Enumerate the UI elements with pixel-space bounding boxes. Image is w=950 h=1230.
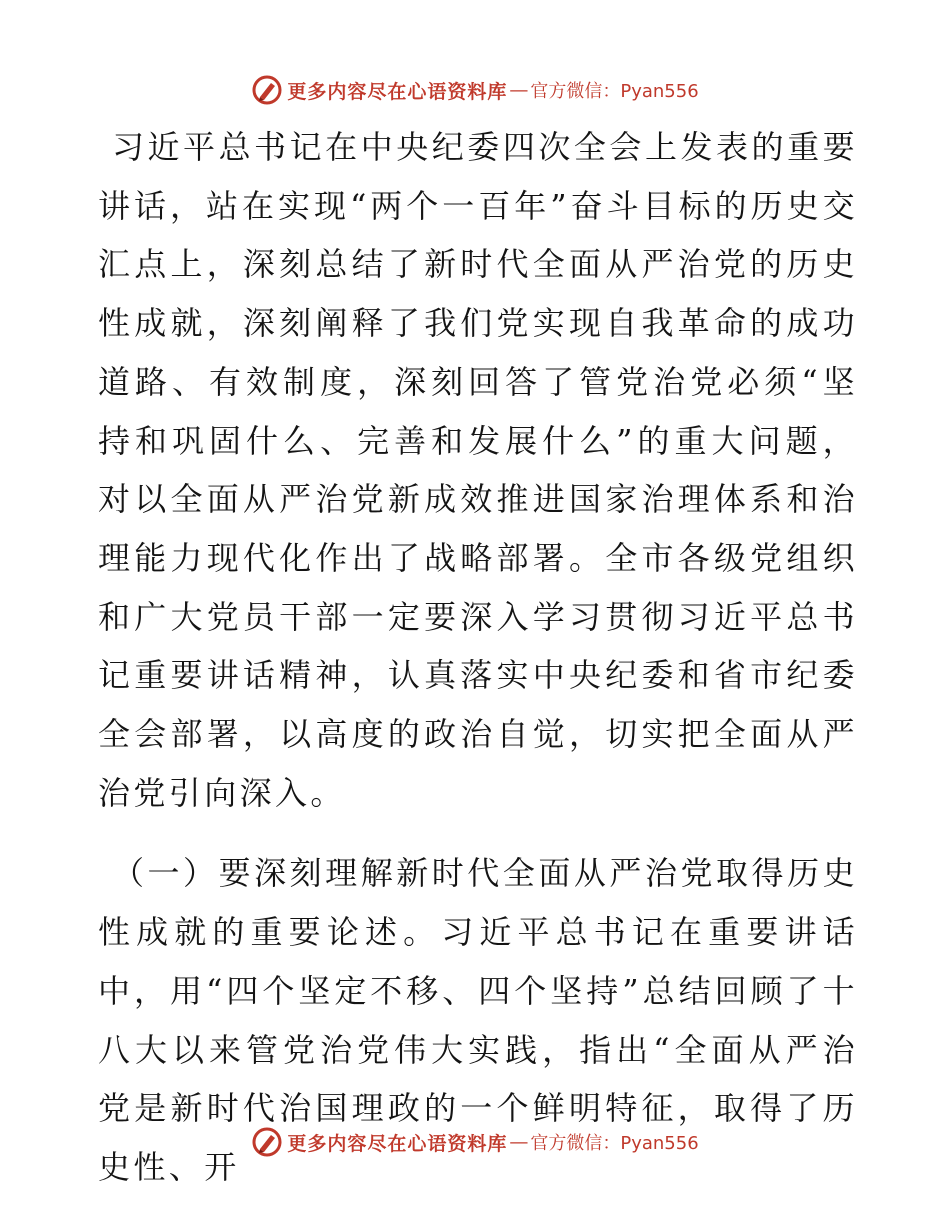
footer-watermark xyxy=(0,1122,950,1162)
paragraph-intro: 习近平总书记在中央纪委四次全会上发表的重要讲话，站在实现“两个一百年”奋斗目标的历史交汇点上，深刻总结了新时代全面从严治党的历史性成就，深刻阐释了我们党实现自我革命的成功道路、有效制度，深刻回答了管党治党必须“坚持和巩固什么、完善和发展什么”的重大问题，对以全面从严治党新成效推进国家治理体系和治理能力现代化作出了战略部署。全市各级党组织和广大党员干部一定要深入学习贯彻习近平总书记重要讲话精神，认真落实中央纪委和省市纪委全会部署，以高度的政治自觉，切实把全面从严治党引向深入。 xyxy=(98,128,858,812)
watermark-separator: — xyxy=(509,79,529,101)
document-body xyxy=(98,118,858,1197)
pen-circle-logo-icon xyxy=(251,1126,283,1158)
watermark-wechat: 官方微信：Pyan556 xyxy=(530,81,699,102)
header-watermark xyxy=(0,70,950,110)
paragraph-section-one: （一）要深刻理解新时代全面从严治党取得历史性成就的重要论述。习近平总书记在重要讲话中，用“四个坚定不移、四个坚持”总结回顾了十八大以来管党治党伟大实践，指出“全面从严治党是新时代治国理政的一个鲜明特征，取得了历史性、开 xyxy=(98,854,858,1186)
watermark-brand: 更多内容尽在心语资料库 xyxy=(287,1132,508,1155)
watermark-brand: 更多内容尽在心语资料库 xyxy=(287,80,508,103)
watermark-wechat: 官方微信：Pyan556 xyxy=(530,1133,699,1154)
pen-circle-logo-icon xyxy=(251,74,283,106)
watermark-separator: — xyxy=(509,1131,529,1153)
